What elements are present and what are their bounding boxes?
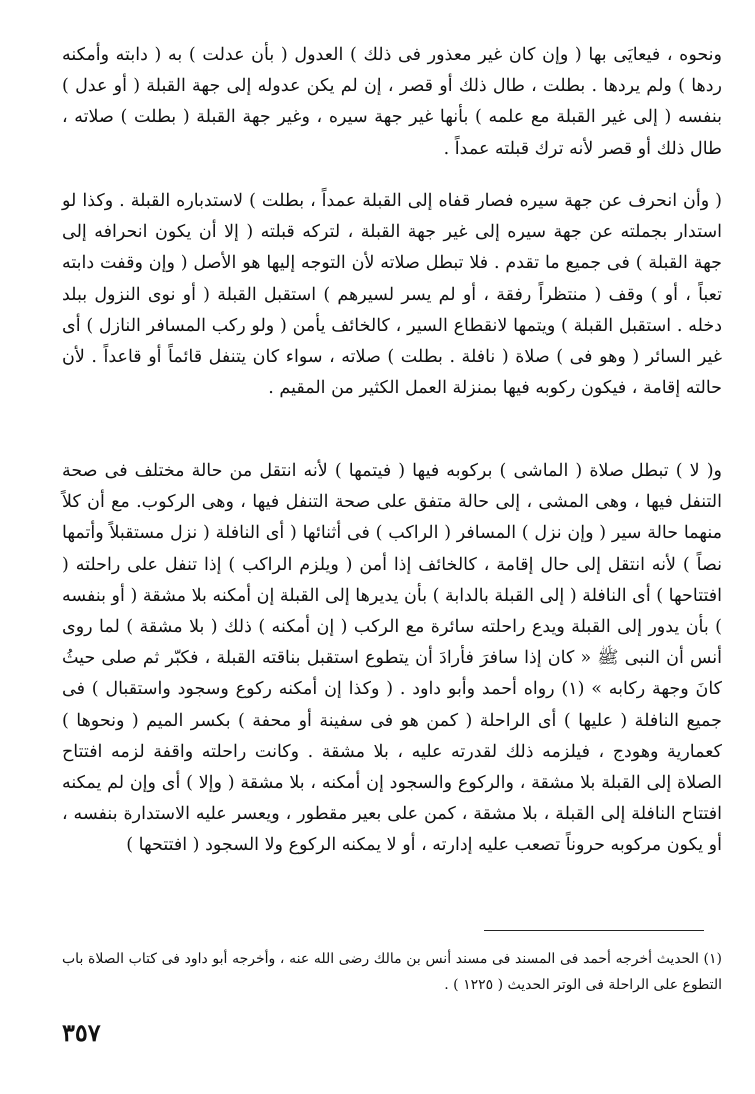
paragraph-1: ونحوه ، فيعايَى بها ( وإن كان غير معذور فى ذلك ) العدول ( بأن عدلت ) به ( دابته وأمكنه ردها ) ولم يردها . بطلت ، طال ذلك أو قصر ، إن لم يكن عدوله إلى جهة القبلة ( أو عدل ) بنفسه ( إلى غير القبلة مع علمه ) بأنها غير جهة سيره ، وغير جهة القبلة ( بطلت ) صلاته ، طال ذلك أو قصر لأنه ترك قبلته عمداً . bbox=[62, 45, 722, 159]
paragraph-2: ( وأن انحرف عن جهة سيره فصار قفاه إلى القبلة عمداً ، بطلت ) لاستدباره القبلة . وكذا لو استدار بجملته عن جهة سيره إلى غير جهة القبلة ، لتركه قبلته ( إلا أن يكون انحرافه إلى جهة القبلة ) فى جميع ما تقدم . فلا تبطل صلاته لأن التوجه إليها هو الأصل ( وإن وقفت دابته تعباً ، أو ) وقف ( منتظراً رفقة ، أو لم يسر لسيرهم ) استقبل القبلة ( أو نوى النزول ببلد دخله . استقبل القبلة ) ويتمها لانقطاع السير ، كالخائف يأمن ( ولو ركب المسافر النازل ) أى غير السائر ( وهو فى ) صلاة ( نافلة . بطلت ) صلاته ، سواء كان يتنفل قائماً أو قاعداً . لأن حالته إقامة ، فيكون ركوبه فيها بمنزلة العمل الكثير من المقيم . bbox=[62, 191, 722, 399]
footnote: (١) الحديث أخرجه أحمد فى المسند فى مسند أنس بن مالك رضى الله عنه ، وأخرجه أبو داود فى كتاب الصلاة باب التطوع على الراحلة فى الوتر الحديث ( ١٢٢٥ ) . bbox=[62, 951, 722, 993]
body-column-1 bbox=[62, 40, 722, 165]
footnote-divider bbox=[484, 930, 704, 931]
paragraph-3: و( لا ) تبطل صلاة ( الماشى ) بركوبه فيها ( فيتمها ) لأنه انتقل من حالة مختلف فى صحة التنفل فيها ، وهى المشى ، إلى حالة متفق على صحة التنفل فيها ، وهى الركوب. مع أن كلاً منهما حالة سير ( وإن نزل ) المسافر ( الراكب ) فى أثنائها ( أى النافلة ( نزل مستقبلاً وأتمها نصاً ) لأنه انتقل إلى حال إقامة ، كالخائف إذا أمن ( ويلزم الراكب ) إذا تنفل على راحلته ( افتتاحها ) أى النافلة ( إلى القبلة بالدابة ) بأن يديرها إلى القبلة إن أمكنه بلا مشقة ( أو بنفسه ) بأن يدور إلى القبلة ويدع راحلته سائرة مع الركب ( إن أمكنه ) ذلك ( بلا مشقة ) لما روى أنس أن النبى ﷺ « كان إذا سافرَ فأرادَ أن يتطوع استقبل بناقته القبلة ، فكبّر ثم صلى حيثُ كانَ وجهة ركابه » (١) رواه أحمد وأبو داود . ( وكذا إن أمكنه ركوع وسجود واستقبال ) فى جميع النافلة ( عليها ) أى الراحلة ( كمن هو فى سفينة أو محفة ) بكسر الميم ( ونحوها ) كعمارية وهودج ، فيلزمه ذلك لقدرته عليه ، بلا مشقة . وكانت راحلته واقفة لزمه افتتاح الصلاة إلى القبلة بلا مشقة ، والركوع والسجود إن أمكنه ، بلا مشقة ( وإلا ) أى وإن لم يمكنه افتتاح النافلة إلى القبلة ، بلا مشقة ، كمن على بعير مقطور ، ويعسر عليه الاستدارة بنفسه ، أو يكون مركوبه حروناً تصعب عليه إدارته ، أو لا يمكنه الركوع ولا السجود ( افتتحها ) bbox=[62, 461, 722, 856]
page-number: ٣٥٧ bbox=[62, 1018, 101, 1047]
body-column-3 bbox=[62, 456, 722, 862]
body-column-2 bbox=[62, 186, 722, 404]
